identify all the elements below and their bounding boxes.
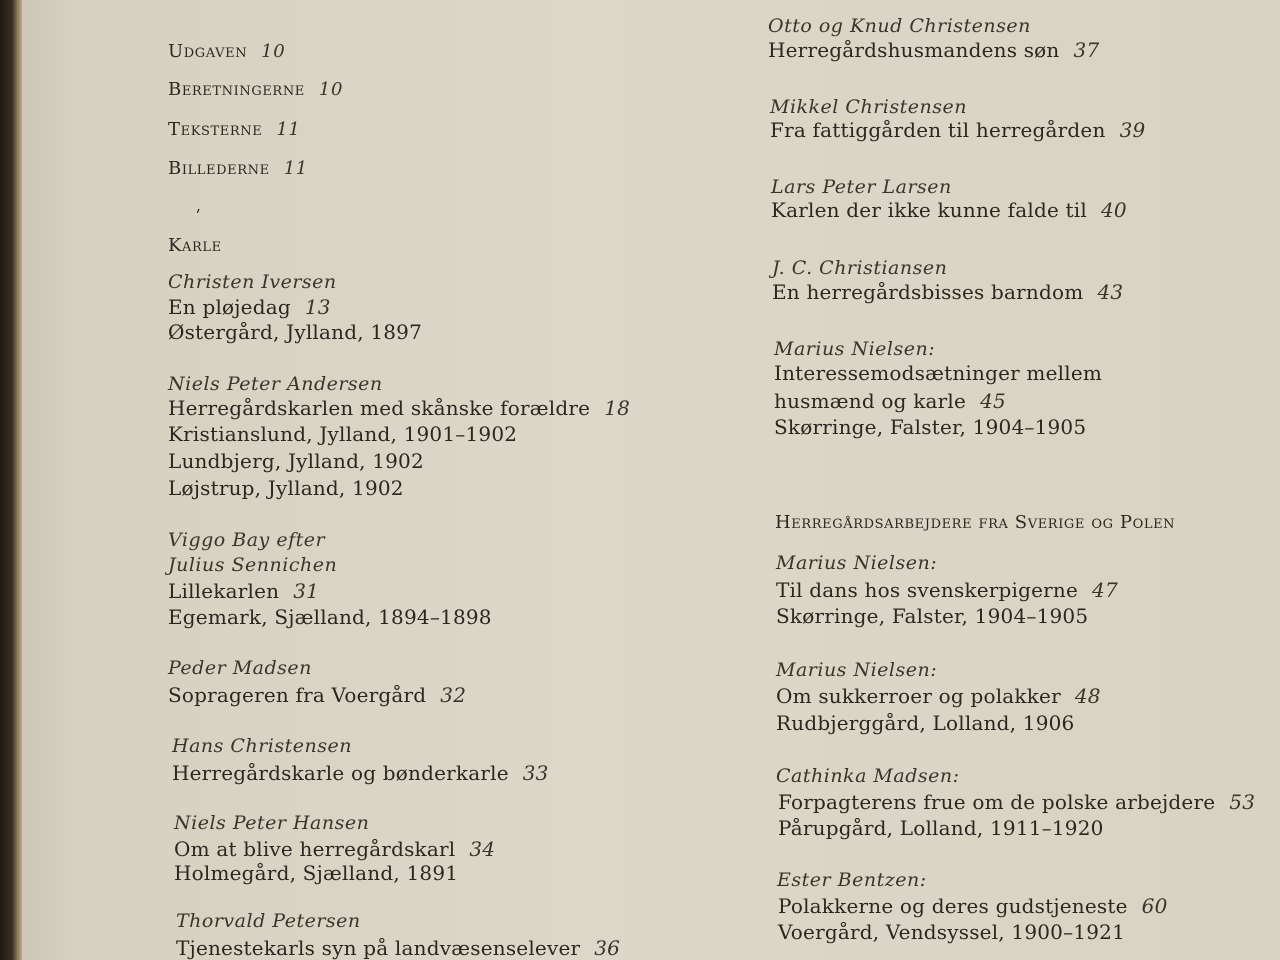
book-spine: [0, 0, 22, 960]
toc-intro-item: Billederne 11: [168, 158, 308, 179]
toc-intro-item: Teksterne 11: [168, 119, 301, 140]
entry-place: Pårupgård, Lolland, 1911–1920: [778, 816, 1104, 840]
section-heading: Karle: [168, 235, 222, 256]
entry-place: Skørringe, Falster, 1904–1905: [776, 604, 1089, 628]
entry-author: Marius Nielsen:: [774, 338, 936, 360]
entry-author: Cathinka Madsen:: [776, 765, 960, 787]
entry-author: Hans Christensen: [172, 735, 352, 757]
toc-intro-item: Udgaven 10: [168, 41, 286, 62]
entry-place: Rudbjerggård, Lolland, 1906: [776, 711, 1075, 735]
entry-title: Herregårdshusmandens søn 37: [768, 38, 1100, 62]
entry-title: Forpagterens frue om de polske arbejdere 53: [778, 790, 1256, 814]
entry-place: Østergård, Jylland, 1897: [168, 320, 423, 344]
entry-author: Viggo Bay efter: [168, 529, 326, 551]
entry-author: Niels Peter Andersen: [168, 373, 383, 395]
entry-author: Peder Madsen: [168, 657, 312, 679]
entry-author: Mikkel Christensen: [770, 96, 967, 118]
entry-title: Herregårdskarle og bønderkarle 33: [172, 761, 549, 785]
entry-author: Christen Iversen: [168, 271, 337, 293]
entry-title: En pløjedag 13: [168, 295, 331, 319]
entry-title: Interessemodsætninger mellem: [774, 361, 1103, 385]
entry-title: Karlen der ikke kunne falde til 40: [771, 198, 1127, 222]
toc-intro-item: Beretningerne 10: [168, 79, 343, 100]
entry-place: Skørringe, Falster, 1904–1905: [774, 415, 1087, 439]
entry-author: Niels Peter Hansen: [174, 812, 370, 834]
entry-author: Thorvald Petersen: [176, 910, 361, 932]
entry-place: Løjstrup, Jylland, 1902: [168, 476, 404, 500]
entry-place: Voergård, Vendsyssel, 1900–1921: [778, 920, 1126, 944]
stray-mark: ʹ: [196, 207, 201, 226]
entry-title: Polakkerne og deres gudstjeneste 60: [778, 894, 1168, 918]
entry-author: Marius Nielsen:: [776, 659, 938, 681]
entry-title: En herregårdsbisses barndom 43: [772, 280, 1124, 304]
entry-author: J. C. Christiansen: [772, 257, 948, 279]
entry-author: Ester Bentzen:: [777, 869, 927, 891]
entry-title: Lillekarlen 31: [168, 579, 320, 603]
entry-author: Julius Sennichen: [168, 554, 338, 576]
entry-place: Lundbjerg, Jylland, 1902: [168, 449, 424, 473]
entry-place: Holmegård, Sjælland, 1891: [174, 861, 459, 885]
entry-title: Soprageren fra Voergård 32: [168, 683, 467, 707]
entry-title: husmænd og karle 45: [774, 389, 1006, 413]
entry-author: Marius Nielsen:: [776, 552, 938, 574]
entry-title: Til dans hos svenskerpigerne 47: [776, 578, 1118, 602]
entry-title: Om sukkerroer og polakker 48: [776, 684, 1101, 708]
entry-place: Egemark, Sjælland, 1894–1898: [168, 605, 492, 629]
entry-title: Herregårdskarlen med skånske forældre 18: [168, 396, 631, 420]
entry-title: Fra fattiggården til herregården 39: [770, 118, 1146, 142]
section-heading: Herregårdsarbejdere fra Sverige og Polen: [775, 512, 1176, 533]
entry-title: Om at blive herregårdskarl 34: [174, 837, 496, 861]
entry-author: Lars Peter Larsen: [771, 176, 952, 198]
entry-place: Kristianslund, Jylland, 1901–1902: [168, 422, 518, 446]
entry-author: Otto og Knud Christensen: [768, 15, 1031, 37]
entry-title: Tjenestekarls syn på landvæsenselever 36: [176, 936, 621, 960]
